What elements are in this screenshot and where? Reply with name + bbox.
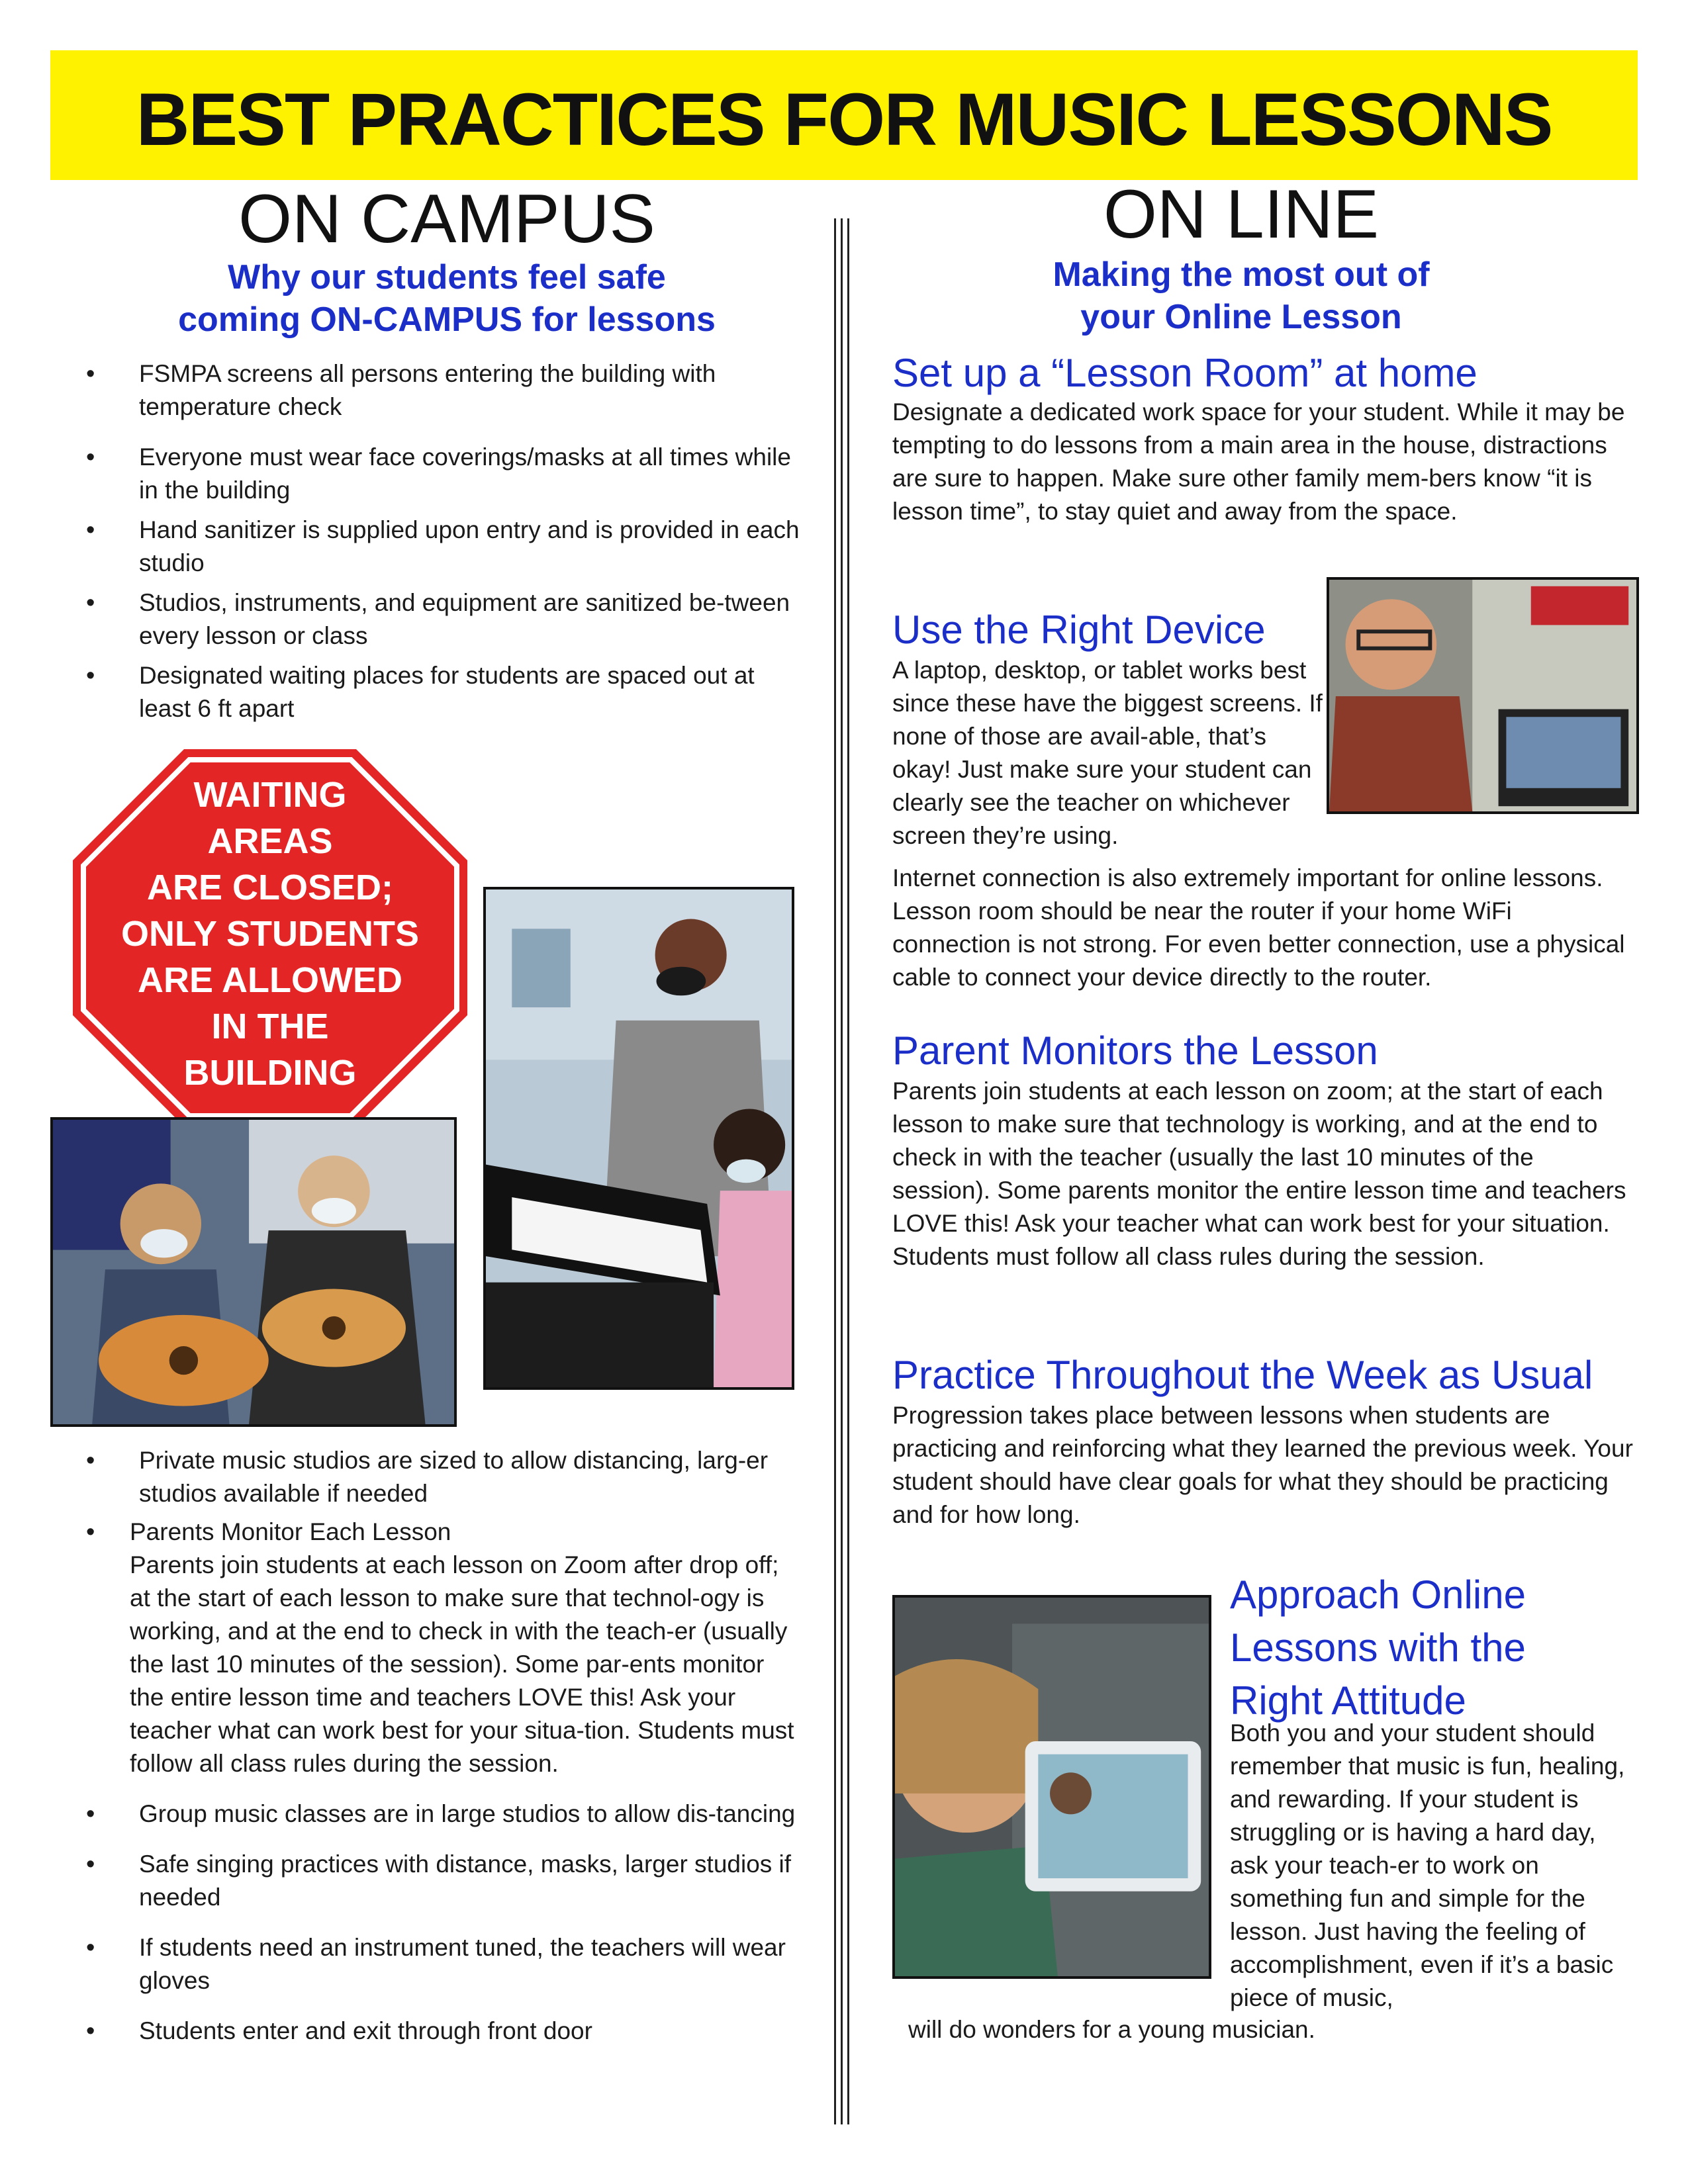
list-item: • Group music classes are in large studios to allow dis-tancing [86, 1797, 801, 1831]
list-item: • Everyone must wear face coverings/masks at all times while in the building [86, 441, 801, 507]
list-item: • Safe singing practices with distance, masks, larger studios if needed [86, 1848, 801, 1914]
section-heading: Parent Monitors the Lesson [892, 1028, 1378, 1073]
campus-subheading-1: Why our students feel safe [228, 258, 666, 296]
campus-subheading-2: coming ON-CAMPUS for lessons [178, 300, 716, 339]
online-teacher-photo [1327, 577, 1639, 814]
stop-sign-text: WAITING AREAS ARE CLOSED; ONLY STUDENTS ARE ALLOWED IN THE BUILDING [120, 775, 420, 1093]
online-heading: ON LINE [1103, 176, 1380, 253]
online-subheading-2: your Online Lesson [1080, 298, 1402, 336]
page-title: BEST PRACTICES FOR MUSIC LESSONS [136, 78, 1552, 161]
section-heading: Practice Throughout the Week as Usual [892, 1353, 1593, 1397]
list-item: • Designated waiting places for students are spaced out at least 6 ft apart [86, 659, 801, 725]
campus-bullet-list-top [86, 357, 801, 743]
section-text: Parents join students at each lesson on zoom; at the start of each lesson to make sure that technology is working, and at the end to check in with the teacher (usually the last 10 minutes of the session). Some parents monitor the entire lesson time and teachers LOVE this! Ask your teacher what can work best for your situation. Students must follow all class rules during the session. [892, 1077, 1626, 1270]
campus-heading: ON CAMPUS [238, 181, 655, 257]
stop-sign [70, 747, 470, 1129]
list-item: • Parents Monitor Each Lesson [86, 1516, 801, 1549]
parents-monitor-paragraph: Parents join students at each lesson on Zoom after drop off; at the start of each lesson to make sure that technol-ogy is working, and at the end to check in with the teach-er (usually the last 10 minutes of the session). Some par-ents monitor the entire lesson time and teachers LOVE this! Ask your teacher what can work best for your situa-tion. Students must follow all class rules during the session. [130, 1551, 794, 1777]
title-banner [50, 50, 1638, 180]
campus-bullet-list-bottom [86, 1444, 801, 2065]
section-text-last-line: will do wonders for a young musician. [908, 2016, 1315, 2043]
section-heading: Use the Right Device [892, 608, 1266, 652]
online-subheading-1: Making the most out of [1053, 255, 1430, 294]
column-divider [833, 218, 850, 2124]
section-text: A laptop, desktop, or tablet works best since these have the biggest screens. If none of those are avail-able, that’s okay! Just make sure your student can clearly see the teacher on whichever screen they’re using. [892, 657, 1323, 849]
section-text: Progression takes place between lessons when students are practicing and reinforcing what they learned the previous week. Your student should have clear goals for what they should be practicing and for how long. [892, 1402, 1633, 1528]
guitar-lesson-photo [50, 1117, 457, 1427]
list-item: • If students need an instrument tuned, the teachers will wear gloves [86, 1931, 801, 1997]
piano-lesson-photo [483, 887, 794, 1390]
section-heading: Approach Online Lessons with the Right Attitude [1230, 1572, 1526, 1723]
online-student-selfie-photo [892, 1595, 1211, 1979]
list-item: • FSMPA screens all persons entering the building with temperature check [86, 357, 801, 424]
list-item: • Students enter and exit through front door [86, 2015, 801, 2048]
list-item: • Hand sanitizer is supplied upon entry and is provided in each studio [86, 514, 801, 580]
section-text-2: Internet connection is also extremely important for online lessons. Lesson room should be near the router if your home WiFi connection is not strong. For even better connection, use a physical cable to connect your device directly to the router. [892, 864, 1625, 991]
section-heading: Set up a “Lesson Room” at home [892, 351, 1477, 395]
section-text: Designate a dedicated work space for your student. While it may be tempting to do lessons from a main area in the house, distractions are sure to happen. Make sure other family mem-bers know “it is lesson time”, to stay quiet and away from the space. [892, 398, 1625, 525]
section-text: Both you and your student should remember that music is fun, healing, and rewarding. If your student is struggling or is having a hard day, ask your teach-er to work on something fun and simple for the lesson. Just having the feeling of accomplishment, even if it’s a basic piece of music, [1230, 1719, 1625, 2011]
list-item: • Studios, instruments, and equipment are sanitized be-tween every lesson or class [86, 586, 801, 653]
list-item: • Private music studios are sized to allow distancing, larg-er studios available if needed [86, 1444, 801, 1510]
